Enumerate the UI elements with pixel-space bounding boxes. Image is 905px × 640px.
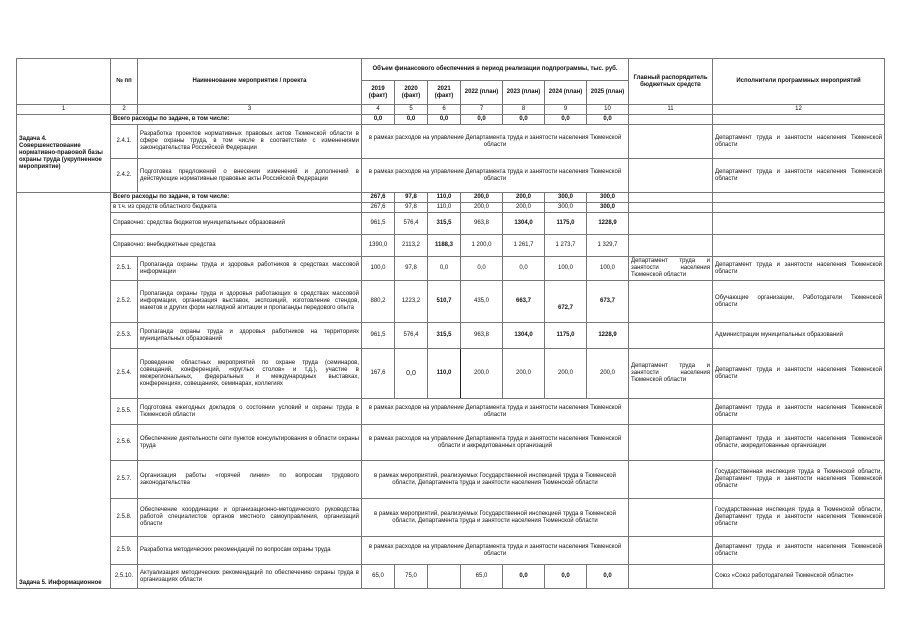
- task5-total-2021: 110,0: [428, 193, 461, 203]
- cell-value: 100,0: [545, 257, 587, 281]
- cell-value: 100,0: [587, 257, 629, 281]
- task4-total-2019: 0,0: [362, 115, 395, 125]
- document-page: [16, 58, 884, 589]
- cell-value: 0,0: [503, 565, 545, 589]
- row-name: Обеспечение деятельности сети пунктов консультирования в области охраны труда: [138, 425, 362, 461]
- task4-total-2020: 0,0: [395, 115, 428, 125]
- header-2023: 2023 (план): [503, 81, 545, 105]
- task4-total-label: Всего расходы по задаче, в том числе:: [111, 115, 362, 125]
- colnum: 5: [395, 105, 428, 115]
- row-executors: Государственная инспекция труда в Тюменской области, Департамент труда и занятости населения Тюменской области: [713, 461, 885, 499]
- row-name: Подготовка предложений о внесении изменений и дополнений в действующие нормативные правовые акты Российской Федерации: [138, 159, 362, 193]
- row-num: 2.5.1.: [111, 257, 138, 281]
- header-2020: 2020 (факт): [395, 81, 428, 105]
- task5-municipal-label: Справочно: средства бюджетов муниципальных образований: [111, 213, 362, 235]
- row-name: Подготовка ежегодных докладов о состоянии условий и охраны труда в Тюменской области: [138, 399, 362, 425]
- cell-value: 576,4: [395, 213, 428, 235]
- task5-total-label: Всего расходы по задаче, в том числе:: [111, 193, 362, 203]
- cell-value: 2113,2: [395, 235, 428, 257]
- cell-value: 0,0: [545, 565, 587, 589]
- row-name: Организация работы «горячей линии» по вопросам трудового законодательства: [138, 461, 362, 499]
- row-num: 2.5.8.: [111, 499, 138, 537]
- task5-total-2022: 200,0: [461, 193, 503, 203]
- cell-value: 65,0: [461, 565, 503, 589]
- table-row: [17, 565, 885, 589]
- row-executors: Департамент труда и занятости населения Тюменской области: [713, 159, 885, 193]
- cell-value: 663,7: [503, 281, 545, 323]
- cell-value: 315,5: [428, 323, 461, 349]
- task5-total-2025: 300,0: [587, 193, 629, 203]
- row-manager: Департамент труда и занятости населения Тюменской области: [629, 257, 713, 281]
- colnum: 2: [111, 105, 138, 115]
- table-row: [17, 159, 885, 193]
- row-executors: Администрации муниципальных образований: [713, 323, 885, 349]
- table-row: [17, 323, 885, 349]
- cell-value: 200,0: [461, 203, 503, 213]
- task5-total-2019: 267,6: [362, 193, 395, 203]
- row-name: Обеспечение координации и организационно-методического руководства работой специалистов органов местного самоуправления, организаций области: [138, 499, 362, 537]
- cell-value: 963,8: [461, 323, 503, 349]
- task4-total-row: [17, 115, 885, 125]
- row-num: 2.5.6.: [111, 425, 138, 461]
- header-2019: 2019 (факт): [362, 81, 395, 105]
- header-2021: 2021 (факт): [428, 81, 461, 105]
- row-executors: Департамент труда и занятости населения Тюменской области, аккредитованные организации: [713, 425, 885, 461]
- cell-value: 1 261,7: [503, 235, 545, 257]
- task5-offbudget-row: [17, 235, 885, 257]
- cell-value: 880,2: [362, 281, 395, 323]
- colnum: 7: [461, 105, 503, 115]
- header-funding: Объем финансового обеспечения в период реализации подпрограммы, тыс. руб.: [362, 59, 629, 81]
- task4-total-2021: 0,0: [428, 115, 461, 125]
- colnum: 6: [428, 105, 461, 115]
- colnum: 10: [587, 105, 629, 115]
- cell-value: 65,0: [362, 565, 395, 589]
- cell-value: 1175,0: [545, 213, 587, 235]
- task4-total-2023: 0,0: [503, 115, 545, 125]
- row-executors: Департамент труда и занятости населения Тюменской области: [713, 257, 885, 281]
- task5-total-row: [17, 193, 885, 203]
- row-name: Разработка проектов нормативных правовых актов Тюменской области в сфере охраны труда, в том числе в соответствии с изменениями законодательства Российской Федерации: [138, 125, 362, 159]
- colnum: 8: [503, 105, 545, 115]
- row-executors: Департамент труда и занятости населения Тюменской области: [713, 349, 885, 399]
- cell-value: 961,5: [362, 323, 395, 349]
- cell-value: 167,6: [362, 349, 395, 399]
- cell-value: 576,4: [395, 323, 428, 349]
- cell-value: 110,0: [428, 203, 461, 213]
- row-num: 2.4.1.: [111, 125, 138, 159]
- cell-value: 200,0: [461, 349, 503, 399]
- row-funding-note: в рамках расходов на управление Департамента труда и занятости населения Тюменской области: [362, 399, 629, 425]
- cell-value: 100,0: [362, 257, 395, 281]
- table-row: [17, 399, 885, 425]
- row-funding-note: в рамках мероприятий, реализуемых Государственной инспекцией труда в Тюменской области, Департамента труда и занятости населения Тюменской области: [362, 461, 629, 499]
- row-executors: Департамент труда и занятости населения Тюменской области: [713, 125, 885, 159]
- row-manager: Департамент труда и занятости населения Тюменской области: [629, 349, 713, 399]
- row-num: 2.5.2.: [111, 281, 138, 323]
- task5-regional-label: в т.ч. из средств областного бюджета: [111, 203, 362, 213]
- cell-value: [428, 565, 461, 589]
- cell-value: 200,0: [503, 203, 545, 213]
- row-executors: Союз «Союз работодателей Тюменской области»: [713, 565, 885, 589]
- row-executors: Департамент труда и занятости населения Тюменской области: [713, 399, 885, 425]
- row-name: Проведение областных мероприятий по охране труда (семинаров, совещаний, конференций, «круглых столов» и т.д.), участие в межрегиональных, федеральных и международных выставках, конференциях, совещаниях, семинарах, коллегиях: [138, 349, 362, 399]
- cell-value: 1 200,0: [461, 235, 503, 257]
- row-name: Пропаганда охраны труда и здоровья работающих в средствах массовой информации, организация выставок, экспозиций, изготовление стендов, макетов и других форм наглядной агитации и пропаганды передового опыта: [138, 281, 362, 323]
- cell-value: 200,0: [545, 349, 587, 399]
- row-executors: Департамент труда и занятости населения Тюменской области: [713, 537, 885, 565]
- colnum: 11: [629, 105, 713, 115]
- cell-value: 1 329,7: [587, 235, 629, 257]
- table-row: [17, 257, 885, 281]
- cell-value: 75,0: [395, 565, 428, 589]
- cell-value: 1223,2: [395, 281, 428, 323]
- row-name: Актуализация методических рекомендаций по обеспечению охраны труда в организациях области: [138, 565, 362, 589]
- row-funding-note: в рамках мероприятий, реализуемых Государственной инспекцией труда в Тюменской области, Департамента труда и занятости населения Тюменской области: [362, 499, 629, 537]
- cell-value: 1188,3: [428, 235, 461, 257]
- table-row: [17, 461, 885, 499]
- cell-value: 0,0: [587, 565, 629, 589]
- header-executors: Исполнители программных мероприятий: [713, 59, 885, 105]
- cell-value: 1228,9: [587, 213, 629, 235]
- task4-total-2025: 0,0: [587, 115, 629, 125]
- cell-value: 673,7: [587, 281, 629, 323]
- colnum: 1: [17, 105, 111, 115]
- colnum: 12: [713, 105, 885, 115]
- header-2022: 2022 (план): [461, 81, 503, 105]
- cell-value: 961,5: [362, 213, 395, 235]
- table-row: [17, 425, 885, 461]
- cell-value: 0,0: [503, 257, 545, 281]
- cell-value: 1304,0: [503, 323, 545, 349]
- task5-regional-row: [17, 203, 885, 213]
- task5-municipal-row: [17, 213, 885, 235]
- cell-value: 0,0: [395, 349, 428, 399]
- row-num: 2.5.3.: [111, 323, 138, 349]
- row-executors: Государственная инспекция труда в Тюменской области, Департамент труда и занятости населения Тюменской области: [713, 499, 885, 537]
- row-num: 2.5.4.: [111, 349, 138, 399]
- cell-value: 672,7: [545, 281, 587, 323]
- cell-value: 200,0: [587, 349, 629, 399]
- table-row: [17, 281, 885, 323]
- row-num: 2.5.10.: [111, 565, 138, 589]
- header-empty: [17, 59, 111, 105]
- row-name: Разработка методических рекомендаций по вопросам охраны труда: [138, 537, 362, 565]
- column-number-row: [17, 105, 885, 115]
- colnum: 3: [138, 105, 362, 115]
- row-num: 2.4.2.: [111, 159, 138, 193]
- cell-value: 1390,0: [362, 235, 395, 257]
- program-table: [16, 58, 885, 589]
- task5-total-2023: 200,0: [503, 193, 545, 203]
- cell-value: 1304,0: [503, 213, 545, 235]
- header-name: Наименование мероприятия / проекта: [138, 59, 362, 105]
- cell-value: 267,6: [362, 203, 395, 213]
- cell-value: 300,0: [587, 203, 629, 213]
- header-2025: 2025 (план): [587, 81, 629, 105]
- cell-value: 200,0: [503, 349, 545, 399]
- cell-value: 1175,0: [545, 323, 587, 349]
- cell-value: 300,0: [545, 203, 587, 213]
- cell-value: 0,0: [461, 257, 503, 281]
- cell-value: 0,0: [428, 257, 461, 281]
- cell-value: 1 273,7: [545, 235, 587, 257]
- task4-total-2024: 0,0: [545, 115, 587, 125]
- cell-value: 315,5: [428, 213, 461, 235]
- colnum: 9: [545, 105, 587, 115]
- row-name: Пропаганда охраны труда и здоровья работников на территориях муниципальных образований: [138, 323, 362, 349]
- cell-value: 963,8: [461, 213, 503, 235]
- table-row: [17, 125, 885, 159]
- cell-value: 97,8: [395, 203, 428, 213]
- row-funding-note: в рамках расходов на управление Департамента труда и занятости населения Тюменской области: [362, 125, 629, 159]
- table-row: [17, 349, 885, 399]
- row-executors: Обучающие организации, Работодатели Тюменской области: [713, 281, 885, 323]
- header-2024: 2024 (план): [545, 81, 587, 105]
- task5-total-2020: 97,8: [395, 193, 428, 203]
- cell-value: 435,0: [461, 281, 503, 323]
- row-num: 2.5.9.: [111, 537, 138, 565]
- header-manager: Главный распорядитель бюджетных средств: [629, 59, 713, 105]
- row-funding-note: в рамках расходов на управление Департамента труда и занятости населения Тюменской области: [362, 537, 629, 565]
- task5-offbudget-label: Справочно: внебюджетные средства: [111, 235, 362, 257]
- task4-total-2022: 0,0: [461, 115, 503, 125]
- header-num: № пп: [111, 59, 138, 105]
- row-funding-note: в рамках расходов на управление Департамента труда и занятости населения Тюменской области и аккредитованных организаций: [362, 425, 629, 461]
- cell-value: 110,0: [428, 349, 461, 399]
- row-num: 2.5.5.: [111, 399, 138, 425]
- cell-value: 1228,9: [587, 323, 629, 349]
- cell-value: 97,8: [395, 257, 428, 281]
- row-num: 2.5.7.: [111, 461, 138, 499]
- cell-value: 510,7: [428, 281, 461, 323]
- table-row: [17, 499, 885, 537]
- task4-label: Задача 4. Совершенствование нормативно-правовой базы охраны труда (укрупненное мероприятие): [17, 115, 111, 193]
- table-row: [17, 537, 885, 565]
- row-funding-note: в рамках расходов на управление Департамента труда и занятости населения Тюменской области: [362, 159, 629, 193]
- colnum: 4: [362, 105, 395, 115]
- row-name: Пропаганда охраны труда и здоровья работников в средствах массовой информации: [138, 257, 362, 281]
- task5-total-2024: 300,0: [545, 193, 587, 203]
- task5-label: Задача 5. Информационное: [17, 193, 111, 589]
